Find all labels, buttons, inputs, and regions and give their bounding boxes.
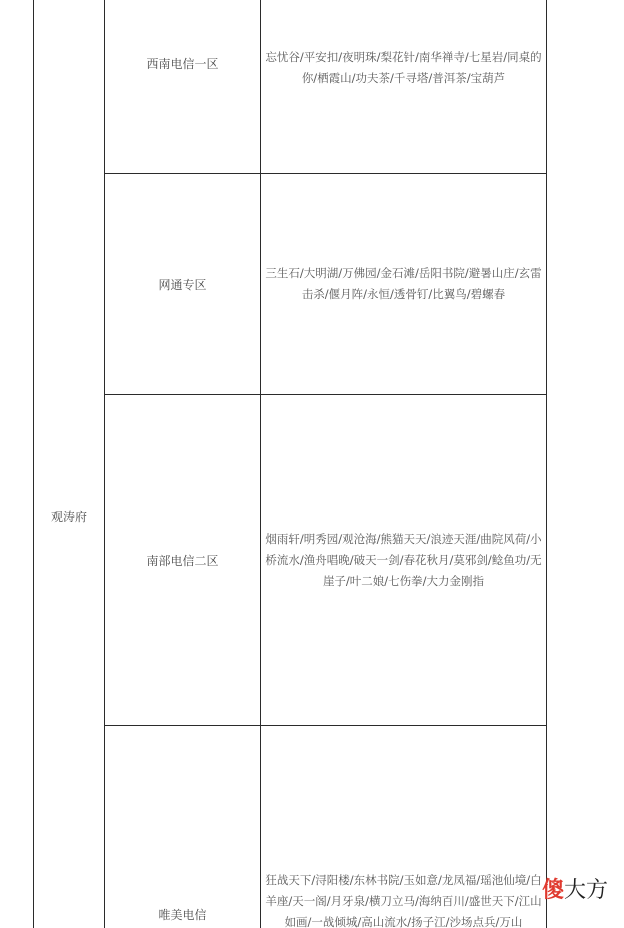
watermark-accent: 傻 (541, 878, 564, 903)
zone-name: 网通专区 (158, 277, 207, 292)
group-name: 观涛府 (50, 509, 87, 524)
zone-name: 西南电信一区 (146, 57, 219, 71)
zone-servers: 烟雨轩/明秀园/观沧海/熊猫天天/浪迹天涯/曲院风荷/小桥流水/渔舟唱晚/破天一剑/春花秋月/莫邪剑/鲶鱼功/无崖子/叶二娘/七伤拳/大力金刚指 (265, 531, 542, 588)
zone-name: 南部电信二区 (146, 553, 219, 568)
zone-name: 唯美电信 (158, 908, 207, 922)
zone-servers: 三生石/大明湖/万佛园/金石滩/岳阳书院/避暑山庄/玄雷击杀/偃月阵/永恒/透骨钉/比翼鸟/碧螺春 (265, 266, 542, 301)
grid-line (546, 0, 547, 928)
zone-servers: 忘忧谷/平安扣/夜明珠/梨花针/南华禅寺/七星岩/同桌的你/栖霞山/功夫茶/千寻塔/普洱茶/宝葫芦 (265, 49, 542, 85)
watermark-logo (542, 873, 608, 904)
watermark-text: 大方 (563, 878, 608, 903)
zone-servers: 狂战天下/浔阳楼/东林书院/玉如意/龙凤福/瑶池仙境/白羊座/天一阁/月牙泉/横刀立马/海纳百川/盛世天下/江山如画/一战倾城/高山流水/扬子江/沙场点兵/万山 (265, 873, 542, 928)
